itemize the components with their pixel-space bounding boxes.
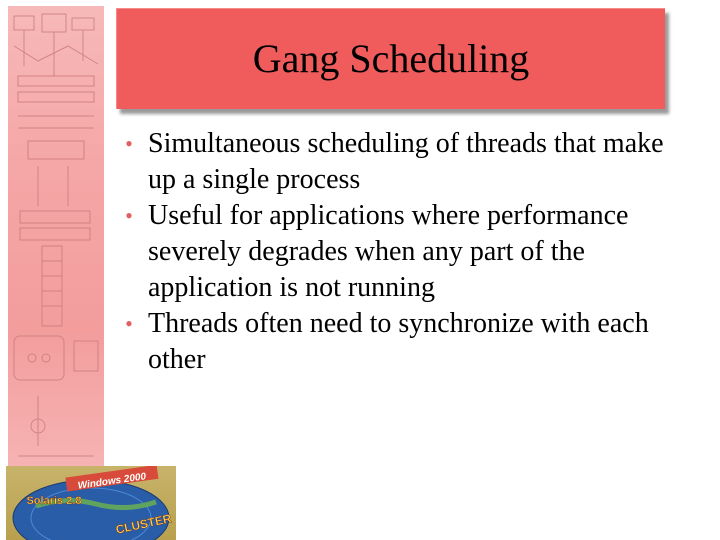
bullet-text: Threads often need to synchronize with each other — [148, 308, 649, 375]
cluster-logo — [6, 466, 176, 540]
bullet-item — [116, 198, 696, 306]
bullet-list — [116, 126, 696, 378]
globe-logo-icon — [6, 466, 176, 540]
bullet-item — [116, 306, 696, 378]
schematic-diagram-icon — [8, 6, 104, 468]
bullet-marker: • — [125, 131, 133, 156]
logo-line1: Windows 2000 — [77, 471, 147, 492]
slide-title: Gang Scheduling — [252, 36, 530, 81]
bullet-marker: • — [125, 311, 133, 336]
logo-line3: CLUSTER — [114, 511, 173, 537]
bullet-item — [116, 126, 696, 198]
bullet-text: Useful for applications where performance severely degrades when any part of the application is not running — [148, 200, 629, 303]
decorative-schematic-strip — [8, 6, 104, 468]
title-bar — [116, 8, 665, 109]
bullet-marker: • — [125, 203, 133, 228]
logo-line2: Solaris 2.8 — [26, 495, 82, 507]
bullet-text: Simultaneous scheduling of threads that make up a single process — [148, 128, 664, 195]
